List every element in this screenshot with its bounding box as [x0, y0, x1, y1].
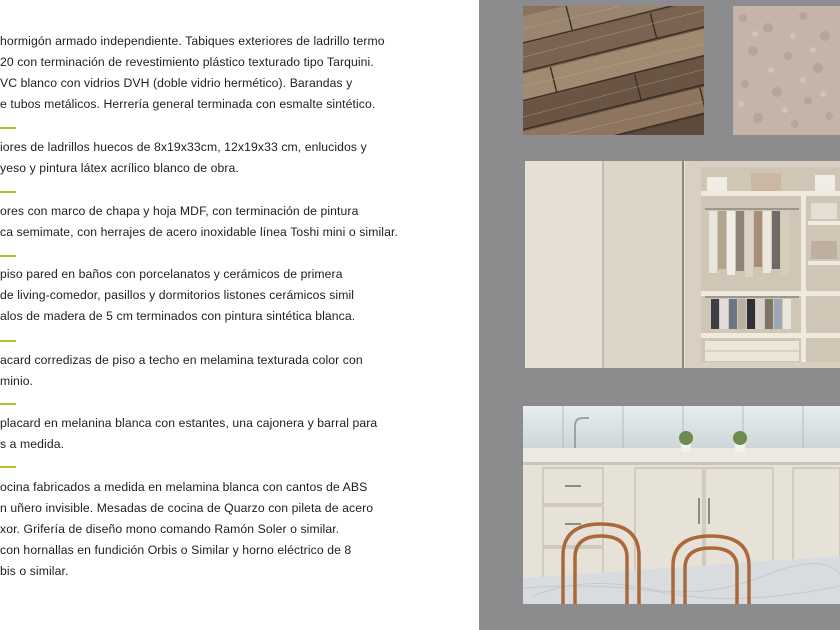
- text-line: hormigón armado independiente. Tabiques exteriores de ladrillo termo: [0, 34, 385, 48]
- spec-paragraph-closet-interior: [0, 413, 470, 455]
- spec-paragraph-doors: [0, 201, 470, 243]
- text-line: n uñero invisible. Mesadas de cocina de Quarzo con pileta de acero: [0, 501, 374, 515]
- text-line: xor. Grifería de diseño mono comando Ramón Soler o similar.: [0, 522, 340, 536]
- section-divider: [0, 127, 16, 129]
- spec-paragraph-closet-doors: [0, 350, 470, 392]
- wardrobe-closet-photo: [525, 161, 840, 368]
- spec-paragraph-floors: [0, 264, 470, 327]
- section-divider: [0, 255, 16, 257]
- section-divider: [0, 191, 16, 193]
- text-line: con hornallas en fundición Orbis o Similar y horno eléctrico de 8: [0, 543, 352, 557]
- text-line: bis o similar.: [0, 564, 69, 578]
- text-line: yeso y pintura látex acrílico blanco de obra.: [0, 161, 239, 175]
- text-line: de living-comedor, pasillos y dormitorios listones cerámicos simil: [0, 288, 355, 302]
- textured-plaster-photo: [733, 6, 840, 135]
- text-line: ocina fabricados a medida en melamina blanca con cantos de ABS: [0, 480, 368, 494]
- spec-paragraph-interior-walls: [0, 137, 470, 179]
- wood-floor-tile-photo: [523, 6, 704, 135]
- spec-paragraph-kitchen: [0, 477, 470, 582]
- text-line: minio.: [0, 374, 34, 388]
- text-line: acard corredizas de piso a techo en melamina texturada color con: [0, 353, 363, 367]
- text-line: ca semimate, con herrajes de acero inoxidable línea Toshi mini o similar.: [0, 225, 398, 239]
- text-line: placard en melanina blanca con estantes, una cajonera y barral para: [0, 416, 378, 430]
- material-photo-gallery: [479, 0, 840, 630]
- section-divider: [0, 466, 16, 468]
- text-line: piso pared en baños con porcelanatos y cerámicos de primera: [0, 267, 343, 281]
- text-line: ores con marco de chapa y hoja MDF, con terminación de pintura: [0, 204, 359, 218]
- text-line: alos de madera de 5 cm terminados con pintura sintética blanca.: [0, 309, 356, 323]
- spec-paragraph-structure: [0, 31, 470, 115]
- kitchen-photo: [523, 406, 840, 604]
- text-line: e tubos metálicos. Herrería general terminada con esmalte sintético.: [0, 97, 376, 111]
- text-line: iores de ladrillos huecos de 8x19x33cm, 12x19x33 cm, enlucidos y: [0, 140, 367, 154]
- section-divider: [0, 340, 16, 342]
- text-line: 20 con terminación de revestimiento plástico texturado tipo Tarquini.: [0, 55, 374, 69]
- text-line: s a medida.: [0, 437, 65, 451]
- text-line: VC blanco con vidrios DVH (doble vidrio hermético). Barandas y: [0, 76, 353, 90]
- section-divider: [0, 403, 16, 405]
